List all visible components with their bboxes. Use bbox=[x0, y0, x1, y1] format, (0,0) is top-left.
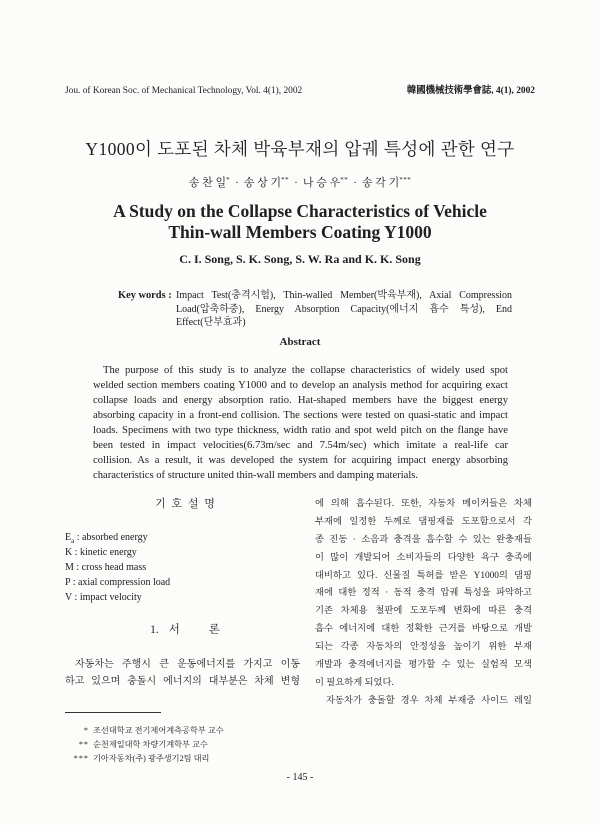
abstract-body bbox=[93, 363, 508, 483]
affiliation-mark: ** bbox=[281, 176, 290, 184]
author-list-korean bbox=[0, 176, 600, 190]
symbol-subscript: a bbox=[71, 537, 75, 545]
paper-title-english-line: A Study on the Collapse Characteristics of Vehicle bbox=[113, 201, 487, 221]
nomenclature-item bbox=[65, 545, 305, 560]
paper-title-korean: Y1000이 도포된 차체 박육부재의 압궤 특성에 관한 연구 bbox=[85, 139, 515, 159]
body-line: 자동차는 주행시 큰 운동에너지를 가지고 이동 bbox=[75, 659, 300, 670]
footnote-mark: ** bbox=[78, 740, 89, 749]
author-separator: · bbox=[294, 177, 298, 189]
author-name: 송 상 기 bbox=[243, 177, 282, 189]
affiliation-mark: *** bbox=[399, 176, 412, 184]
page-number: - 145 - bbox=[286, 772, 314, 783]
body-line: 이 필요하게 되었다. bbox=[315, 677, 394, 688]
symbol: P bbox=[65, 577, 71, 588]
symbol: V bbox=[65, 592, 73, 603]
affiliation-mark: ** bbox=[340, 176, 349, 184]
footnote bbox=[65, 724, 224, 738]
abstract-line: characteristics of structure united thin-wall members and damping materials. bbox=[93, 469, 419, 481]
abstract-line: welded section members coating Y1000 and to develop an analysis method for acquiring exact bbox=[93, 379, 508, 391]
keywords-label: Key words : bbox=[118, 290, 172, 301]
abstract-line: The purpose of this study is to analyze the collapse characteristics of widely used spot bbox=[103, 364, 508, 376]
nomenclature-item bbox=[65, 590, 305, 605]
footnote-divider bbox=[65, 712, 161, 713]
footnote bbox=[65, 738, 224, 752]
introduction-right-text bbox=[315, 496, 532, 711]
affiliation-mark: * bbox=[226, 176, 231, 184]
body-line: 대비하고 있다. 신물질 특허를 받은 Y1000의 댐핑 bbox=[315, 570, 532, 581]
nomenclature-list bbox=[65, 530, 305, 605]
body-line: 재에 대한 정적 · 동적 충격 압궤 특성을 파악하고 bbox=[315, 588, 532, 599]
author-name: 송 각 기 bbox=[361, 177, 400, 189]
footnote bbox=[65, 752, 224, 766]
symbol-description: : cross head mass bbox=[73, 562, 147, 573]
author-name: 송 찬 일 bbox=[188, 177, 227, 189]
symbol-description: : axial compression load bbox=[70, 577, 171, 588]
footnote-mark: * bbox=[83, 726, 89, 735]
author-list-english: C. I. Song, S. K. Song, S. W. Ra and K. K. Song bbox=[179, 252, 421, 266]
body-line: 흡수 에너지에 대한 정확한 근거를 바탕으로 개발 bbox=[315, 624, 532, 635]
section-number: 1. bbox=[150, 624, 159, 636]
paper-title-english-line: Thin-wall Members Coating Y1000 bbox=[168, 222, 432, 242]
body-line: 종 진동 · 소음과 충격을 흡수할 수 있는 완충재들 bbox=[315, 534, 532, 545]
section-title: 서 론 bbox=[168, 624, 220, 636]
symbol: M bbox=[65, 562, 74, 573]
body-line: 부재에 일정한 두께로 댐핑재를 도포함으로서 각 bbox=[315, 516, 532, 527]
nomenclature-item bbox=[65, 560, 305, 575]
abstract-line: loads. Specimens with two type thickness, width ratio and spot weld pitch on the flange have bbox=[93, 424, 508, 436]
journal-header-en: Jou. of Korean Soc. of Mechanical Technology, Vol. 4(1), 2002 bbox=[65, 86, 303, 96]
keywords-line: Impact Test(충격시험), Thin-walled Member(박육부재), Axial Compression bbox=[176, 290, 512, 301]
nomenclature-item bbox=[65, 575, 305, 590]
journal-header-ko: 韓國機械技術學會誌, 4(1), 2002 bbox=[406, 86, 535, 96]
symbol-description: : impact velocity bbox=[72, 592, 142, 603]
footnote-text: 순천제일대학 차량기계학부 교수 bbox=[93, 740, 208, 749]
abstract-heading: Abstract bbox=[279, 336, 321, 348]
keywords-line: Load(압축하중), Energy Absorption Capacity(에너지 흡수 특성), End bbox=[176, 303, 512, 315]
introduction-left-text bbox=[65, 656, 300, 690]
abstract-line: absorbing capacity in a front-end collision. The sections were tested on quasi-static and impact bbox=[93, 409, 508, 421]
body-line: 하고 있으며 충돌시 에너지의 대부분은 차체 변형 bbox=[65, 676, 300, 687]
symbol-description: : kinetic energy bbox=[72, 547, 137, 558]
author-separator: · bbox=[353, 177, 357, 189]
section-heading-introduction bbox=[65, 622, 305, 638]
nomenclature-heading: 기 호 설 명 bbox=[155, 498, 215, 510]
symbol: E bbox=[65, 532, 72, 543]
footnote-mark: *** bbox=[73, 754, 89, 763]
footnote-text: 조선대학교 전기제어계측공학부 교수 bbox=[93, 726, 224, 735]
author-name: 나 승 우 bbox=[302, 177, 341, 189]
author-separator: · bbox=[235, 177, 239, 189]
symbol-description: : absorbed energy bbox=[74, 532, 148, 543]
body-line: 개발과 충격에너지를 평가할 수 있는 실험적 모색 bbox=[315, 660, 532, 671]
abstract-line: been tested in impact velocities(6.73m/sec and 7.54m/sec) which imitate a real-life car bbox=[93, 439, 508, 451]
keywords-line: Effect(단부효과) bbox=[176, 317, 246, 328]
body-line: 되는 각종 자동차의 안정성을 높이기 위한 부재 bbox=[315, 642, 532, 653]
body-line: 기존 차체용 철판에 도포두께 변화에 따른 충격 bbox=[315, 606, 532, 617]
footnotes bbox=[65, 724, 224, 766]
abstract-line: collision. As a result, it was developed the system for acquiring impact energy absorbing bbox=[93, 454, 508, 466]
body-line: 에 의해 흡수된다. 또한, 자동차 메이커들은 차체 bbox=[315, 499, 532, 509]
footnote-text: 기아자동차(주) 광주생기2팀 대리 bbox=[93, 754, 210, 763]
nomenclature-item bbox=[65, 530, 305, 545]
symbol: K bbox=[65, 547, 73, 558]
abstract-line: collapse loads and energy absorption ratio. Hat-shaped members have the biggest energy bbox=[93, 394, 508, 406]
body-line: 이 많이 개발되어 소비자들의 다양한 욕구 충족에 bbox=[315, 552, 532, 563]
body-line: 자동차가 충돌할 경우 차체 부재중 사이드 레일 bbox=[326, 695, 532, 706]
